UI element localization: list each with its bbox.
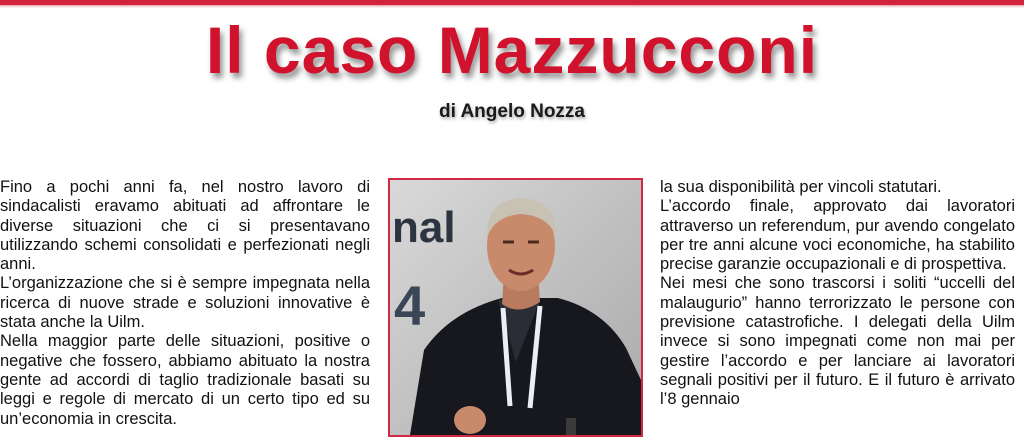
backdrop-lettering: nal	[392, 203, 456, 252]
right-column	[660, 178, 1015, 410]
backdrop-number: 4	[394, 274, 426, 337]
paragraph: Nei mesi che sono trascorsi i soliti “uccelli del malaugurio” hanno terrorizzato le persone con previsione catastrofiche. I delegati della Uilm invece si sono impegnati come non mai per gestire l’accordo e per lanciare ai lavoratori segnali positivi per il futuro. E il futuro è arrivato l’8 gennaio	[660, 274, 1015, 409]
article-byline: di Angelo Nozza	[438, 101, 586, 122]
paragraph: L’accordo finale, approvato dai lavoratori attraverso un referendum, pur avendo congelato per tre anni alcune voci economiche, ha stabilito precise garanzie occupazionali e di prospettiva.	[660, 197, 1015, 274]
portrait-illustration	[390, 180, 641, 435]
article-title: Il caso Mazzucconi	[205, 13, 819, 87]
paragraph: Nella maggior parte delle situazioni, positive o negative che fossero, abbiamo abituato la nostra gente ad accordi di taglio tradizionale basati su leggi e regole di mercato di un certo tipo ed su un’economia in crescita.	[0, 332, 370, 428]
paragraph: Fino a pochi anni fa, nel nostro lavoro di sindacalisti eravamo abituati ad affrontare le diverse situazioni che ci si presentavano utilizzando schemi consolidati e perfezionati negli anni.	[0, 178, 370, 274]
paragraph: la sua disponibilità per vincoli statutari.	[660, 178, 942, 196]
microphone	[566, 418, 576, 435]
top-rule	[0, 0, 1024, 5]
hand	[454, 406, 486, 434]
left-column	[0, 178, 370, 429]
portrait-photo	[388, 178, 643, 437]
paragraph: L’organizzazione che si è sempre impegnata nella ricerca di nuove strade e soluzioni innovative è stata anche la Uilm.	[0, 274, 370, 332]
